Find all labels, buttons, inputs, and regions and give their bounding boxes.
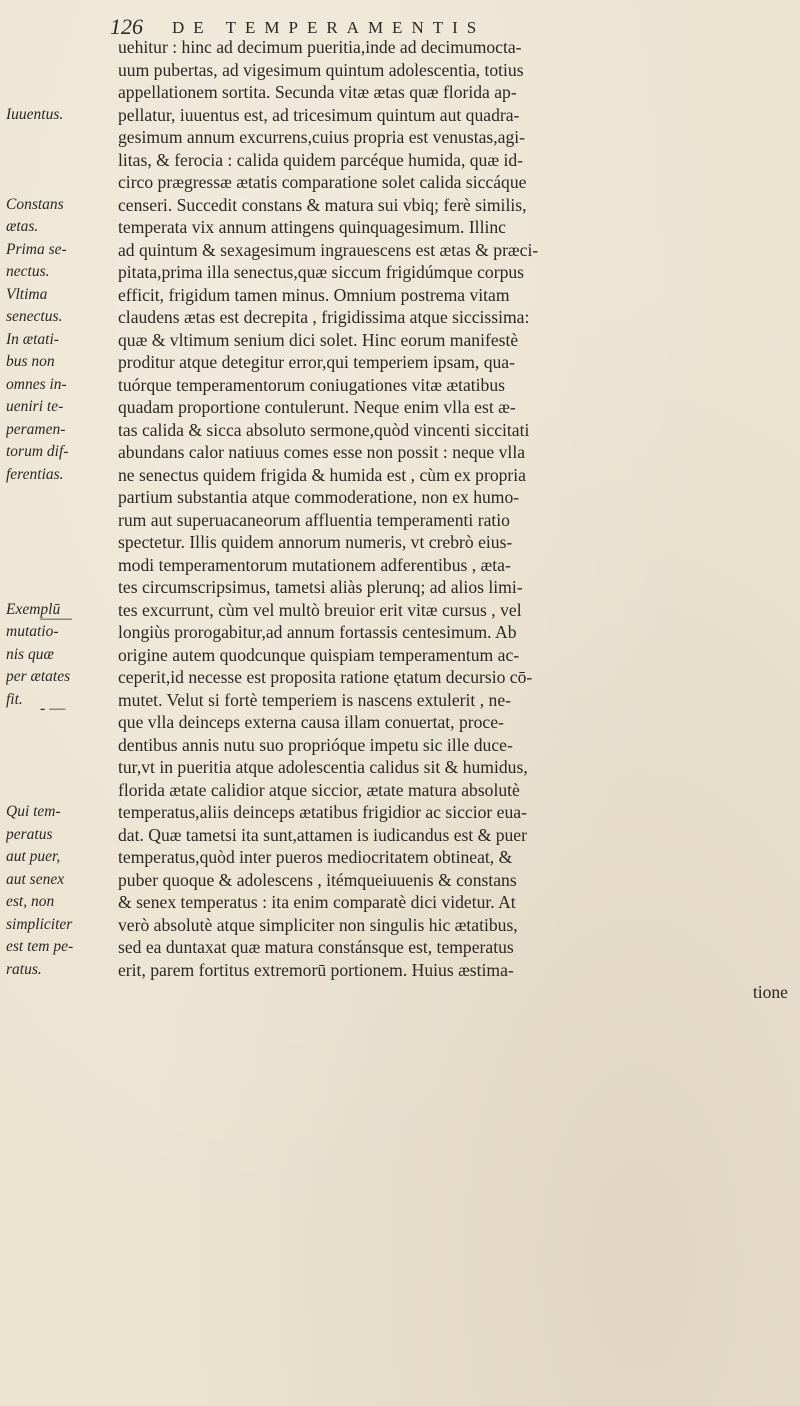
text-line: proditur atque detegitur error,qui temperiem ipsam, qua- <box>118 352 515 372</box>
margin-note-line: Prima se- <box>6 240 67 258</box>
text-line: tur,vt in pueritia atque adolescentia calidus sit & humidus, <box>118 757 528 777</box>
text-line: circo prægressæ ætatis comparatione solet calida siccáque <box>118 172 527 192</box>
text-line: spectetur. Illis quidem annorum numeris, vt crebrò eius- <box>118 532 513 552</box>
margin-note-line: Vltima <box>6 285 48 303</box>
margin-note-line: nectus. <box>6 263 50 280</box>
text-line: uehitur : hinc ad decimum pueritia,inde ad decimumocta- <box>118 37 522 57</box>
margin-note-line: Exemplū <box>6 600 61 618</box>
text-line: rum aut superuacaneorum affluentia temperamenti ratio <box>118 509 510 530</box>
text-line: ne senectus quidem frigida & humida est , cùm ex propria <box>118 464 526 485</box>
margin-note-line: est tem pe- <box>6 938 74 955</box>
text-line: litas, & ferocia : calida quidem parcéque humida, quæ id- <box>118 149 524 170</box>
text-line: origine autem quodcunque quispiam temperamentum ac- <box>118 644 520 665</box>
text-line: & senex temperatus : ita enim comparatè dici videtur. At <box>118 892 516 912</box>
catchword: tione <box>752 982 788 1002</box>
margin-note-line: omnes in- <box>6 375 67 393</box>
main-text-block <box>118 36 794 1004</box>
marginal-dash: - — <box>40 700 66 717</box>
margin-note-line: Iuuentus. <box>6 105 64 123</box>
margin-note-line: aut puer, <box>6 848 61 865</box>
margin-note-line: fit. <box>6 690 23 708</box>
margin-note-line: torum dif- <box>6 443 69 460</box>
text-line: sed ea duntaxat quæ matura constánsque est, temperatus <box>118 937 514 957</box>
margin-note-line: ratus. <box>6 960 42 978</box>
text-line: quæ & vltimum senium dici solet. Hinc eorum manifestè <box>118 329 519 350</box>
margin-note <box>6 329 114 487</box>
text-line: que vlla deinceps externa causa illam conuertat, proce- <box>118 712 504 732</box>
margin-note-line: ætas. <box>6 218 39 235</box>
text-line: claudens ætas est decrepita , frigidissima atque siccissima: <box>118 307 530 327</box>
margin-note-line: peramen- <box>6 420 66 438</box>
margin-note-line: bus non <box>6 353 55 370</box>
margin-note-line: est, non <box>6 893 55 910</box>
margin-note-line: Constans <box>6 195 64 213</box>
text-line: ceperit,id necesse est proposita ratione ętatum decursio cō- <box>118 667 533 687</box>
text-line: quadam proportione contulerunt. Neque enim vlla est æ- <box>118 397 516 417</box>
text-line: pitata,prima illa senectus,quæ siccum frigidúmque corpus <box>118 262 525 282</box>
text-line: florida ætate calidior atque siccior, ætate matura absolutè <box>118 779 520 800</box>
text-line: censeri. Succedit constans & matura sui vbiq; ferè similis, <box>118 194 527 215</box>
margin-note <box>6 104 114 127</box>
text-line: modi temperamentorum mutationem adferentibus , æta- <box>118 554 511 575</box>
margin-note-line: simpliciter <box>6 915 73 933</box>
margin-note <box>6 194 114 239</box>
text-line: partium substantia atque commoderatione, non ex humo- <box>118 487 520 507</box>
text-line: appellationem sortita. Secunda vitæ ætas quæ florida ap- <box>118 82 517 102</box>
text-line: abundans calor natiuus comes esse non possit : neque vlla <box>118 442 526 462</box>
text-line: uum pubertas, ad vigesimum quintum adolescentia, totius <box>118 59 524 80</box>
text-line: temperatus,aliis deinceps ætatibus frigidior ac siccior eua- <box>118 802 527 822</box>
margin-note-line: aut senex <box>6 870 65 888</box>
text-line: longiùs prorogabitur,ad annum fortassis centesimum. Ab <box>118 622 517 642</box>
text-line: tuórque temperamentorum coniugationes vitæ ætatibus <box>118 374 505 395</box>
margin-note-line: ferentias. <box>6 465 64 483</box>
text-line: verò absolutè atque simpliciter non singulis hic ætatibus, <box>118 914 518 935</box>
text-line: temperata vix annum attingens quinquagesimum. Illinc <box>118 217 506 237</box>
margin-note-line: nis quæ <box>6 645 54 663</box>
text-line: tes excurrunt, cùm vel multò breuior erit vitæ cursus , vel <box>118 599 522 620</box>
margin-note-line: Qui tem- <box>6 803 61 820</box>
text-line: dat. Quæ tametsi ita sunt,attamen is iudicandus est & puer <box>118 824 527 845</box>
text-line: pellatur, iuuentus est, ad tricesimum quintum aut quadra- <box>118 104 520 125</box>
text-line: efficit, frigidum tamen minus. Omnium postrema vitam <box>118 284 510 305</box>
text-line: mutet. Velut si fortè temperiem is nascens extulerit , ne- <box>118 689 511 710</box>
margin-note <box>6 239 114 284</box>
text-line: temperatus,quòd inter pueros mediocritatem obtineat, & <box>118 847 513 867</box>
text-line: erit, parem fortitus extremorū portionem. Huius æstima- <box>118 959 514 980</box>
text-line: tas calida & sicca absoluto sermone,quòd vincenti siccitati <box>118 419 530 440</box>
margin-note-line: per ætates <box>6 668 71 685</box>
page-number: 126 <box>110 14 143 39</box>
text-line: tes circumscripsimus, tametsi aliàs plerunq; ad alios limi- <box>118 577 523 597</box>
text-line: gesimum annum excurrens,cuius propria est venustas,agi- <box>118 127 525 147</box>
margin-note-line: senectus. <box>6 308 63 325</box>
margin-note <box>6 284 114 329</box>
marginal-dash: —— <box>40 610 72 627</box>
text-line: dentibus annis nutu suo proprióque impetu sic ille duce- <box>118 734 513 755</box>
margin-note-line: peratus <box>6 825 53 843</box>
margin-note <box>6 801 114 981</box>
margin-note-line: ueniri te- <box>6 398 64 415</box>
running-head: DE TEMPERAMENTIS <box>172 18 486 37</box>
text-line: ad quintum & sexagesimum ingrauescens est ætas & præci- <box>118 239 539 260</box>
text-line: puber quoque & adolescens , itémqueiuuenis & constans <box>118 869 517 890</box>
margin-note-line: mutatio- <box>6 623 59 640</box>
margin-note-line: In ætati- <box>6 330 59 348</box>
